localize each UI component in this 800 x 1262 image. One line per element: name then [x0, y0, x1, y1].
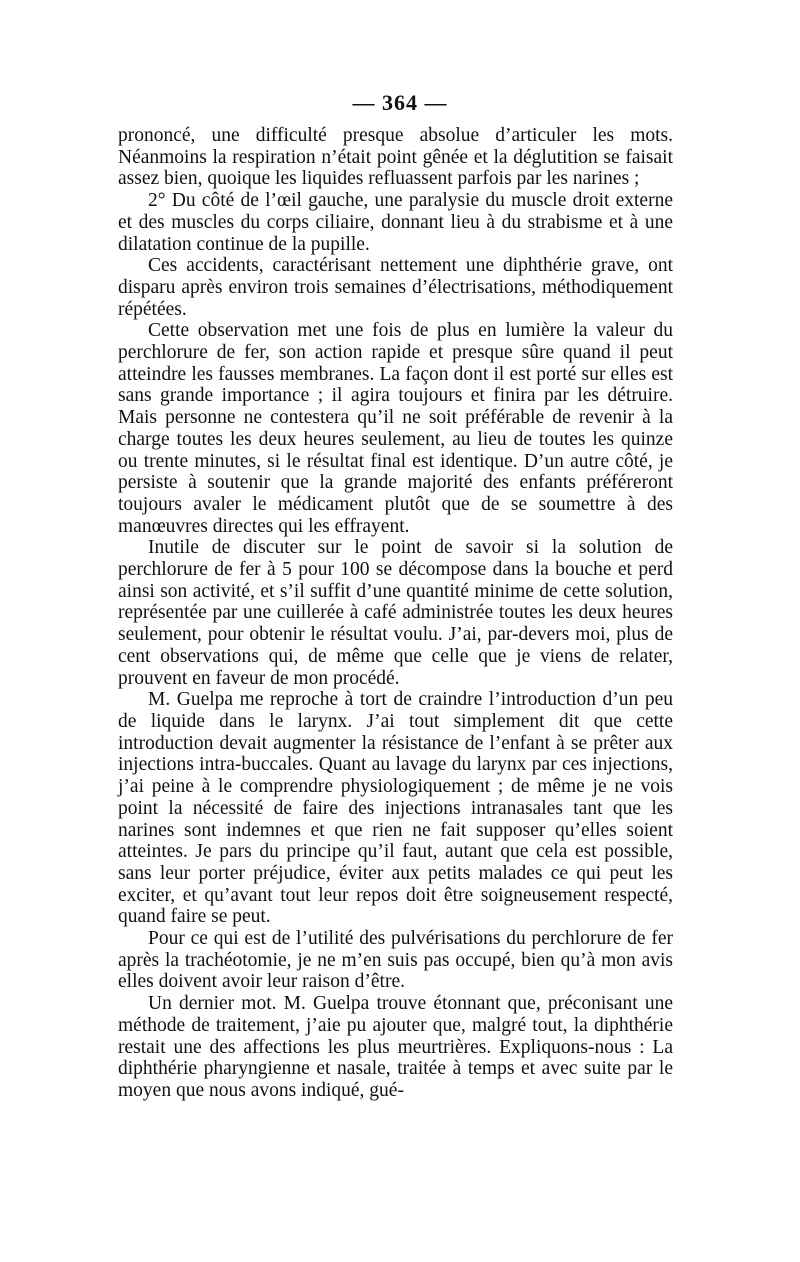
paragraph: Pour ce qui est de l’utilité des pulvérisations du perchlorure de fer après la trachéotomie, je ne m’en suis pas occupé, bien qu’à mon avis elles doivent avoir leur raison d’être.	[118, 928, 673, 993]
paragraph: Inutile de discuter sur le point de savoir si la solution de perchlorure de fer à 5 pour 100 se décompose dans la bouche et perd ainsi son activité, et s’il suffit d’une quantité minime de cette solution, représentée par une cuillerée à café administrée toutes les deux heures seulement, pour obtenir le résultat voulu. J’ai, par-devers moi, plus de cent observations qui, de même que celle que je viens de relater, prouvent en faveur de mon procédé.	[118, 537, 673, 689]
paragraph: Ces accidents, caractérisant nettement une diphthérie grave, ont disparu après environ trois semaines d’électrisations, méthodiquement répétées.	[118, 255, 673, 320]
paragraph: Cette observation met une fois de plus en lumière la valeur du perchlorure de fer, son action rapide et presque sûre quand il peut atteindre les fausses membranes. La façon dont il est porté sur elles est sans grande importance ; il agira toujours et finira par les détruire. Mais personne ne contestera qu’il ne soit préférable de revenir à la charge toutes les deux heures seulement, au lieu de toutes les quinze ou trente minutes, si le résultat final est identique. D’un autre côté, je persiste à soutenir que la grande majorité des enfants préféreront toujours avaler le médicament plutôt que de se soumettre à des manœuvres directes qui les effrayent.	[118, 320, 673, 537]
paragraph: M. Guelpa me reproche à tort de craindre l’introduction d’un peu de liquide dans le larynx. J’ai tout simplement dit que cette introduction devait augmenter la résistance de l’enfant à se prêter aux injections intra-buccales. Quant au lavage du larynx par ces injections, j’ai peine à le comprendre physiologiquement ; de même je ne vois point la nécessité de faire des injections intranasales tant que les narines sont indemnes et que rien ne fait supposer qu’elles soient atteintes. Je pars du principe qu’il faut, autant que cela est possible, sans leur porter préjudice, éviter aux petits malades ce qui peut les exciter, et qu’avant tout leur repos doit être soigneusement respecté, quand faire se peut.	[118, 689, 673, 928]
paragraph: Un dernier mot. M. Guelpa trouve étonnant que, préconisant une méthode de traitement, j’aie pu ajouter que, malgré tout, la diphthérie restait une des affections les plus meurtrières. Expliquons-nous : La diphthérie pharyngienne et nasale, traitée à temps et avec suite par le moyen que nous avons indiqué, gué-	[118, 993, 673, 1101]
paragraph: 2° Du côté de l’œil gauche, une paralysie du muscle droit externe et des muscles du corps ciliaire, donnant lieu à du strabisme et à une dilatation continue de la pupille.	[118, 190, 673, 255]
paragraph: prononcé, une difficulté presque absolue d’articuler les mots. Néanmoins la respiration n’était point gênée et la déglutition se faisait assez bien, quoique les liquides refluassent parfois par les narines ;	[118, 125, 673, 190]
page-number: — 364 —	[352, 90, 448, 115]
body-text	[118, 125, 673, 1102]
